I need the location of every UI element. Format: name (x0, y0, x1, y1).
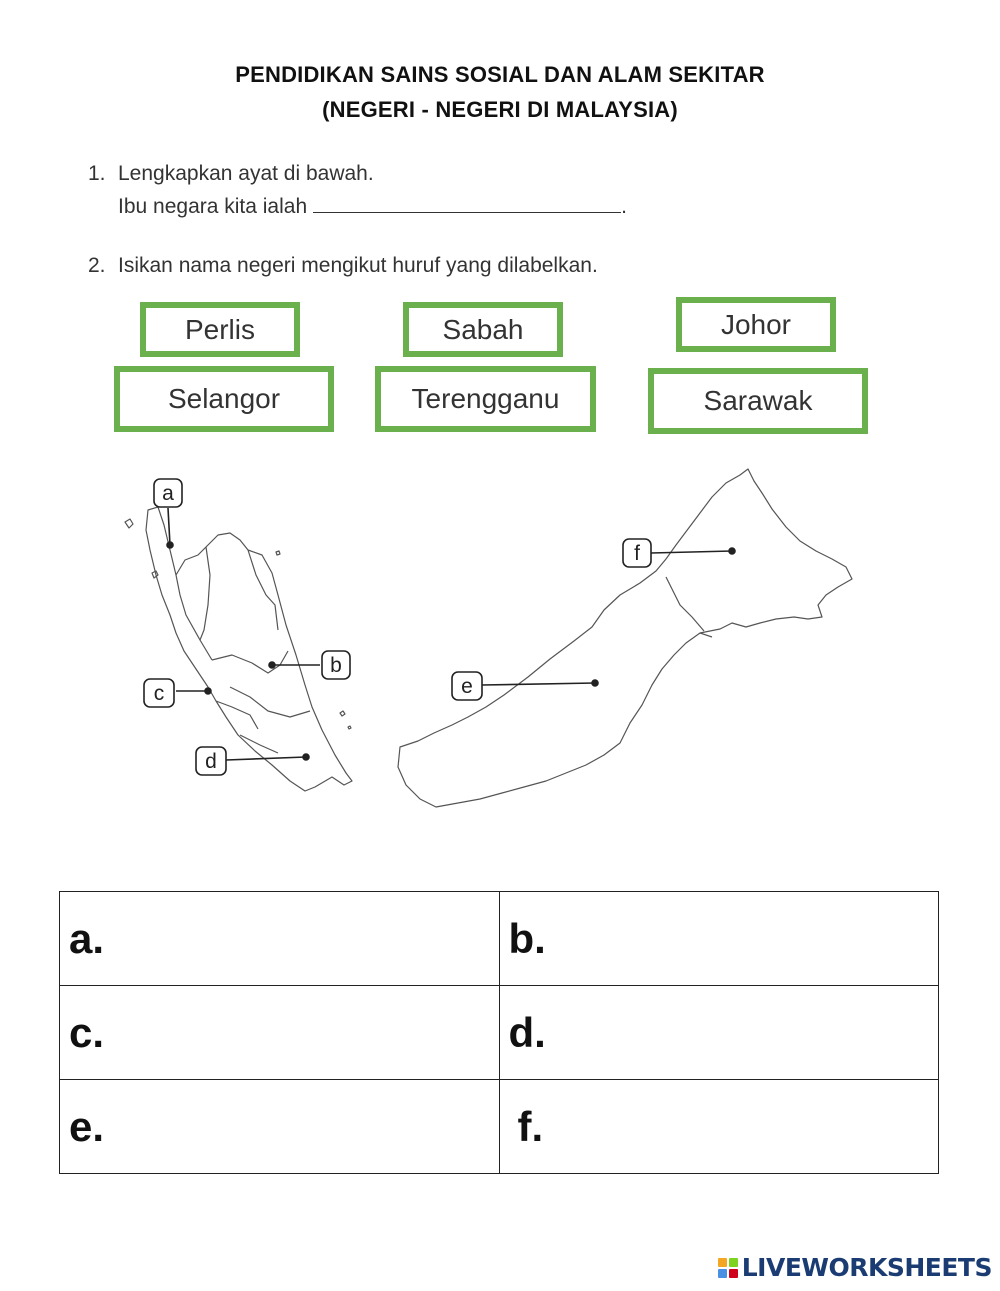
word-box-selangor[interactable]: Selangor (114, 366, 334, 432)
word-box-terengganu[interactable]: Terengganu (375, 366, 596, 432)
svg-text:d: d (205, 750, 217, 773)
answer-label-c: c. (69, 1008, 105, 1056)
liveworksheets-logo-icon (718, 1258, 738, 1278)
peninsular-malaysia-outline (146, 507, 352, 791)
map-label-b (322, 651, 350, 679)
word-box-sarawak[interactable]: Sarawak (648, 368, 868, 434)
question-1-subtext: Ibu negara kita ialah (118, 195, 308, 218)
svg-text:a: a (162, 482, 174, 505)
answer-input-a[interactable] (121, 908, 499, 970)
map-label-c (144, 679, 174, 707)
borneo-malaysia-outline (398, 469, 852, 807)
table-row (60, 1080, 939, 1174)
answer-cell-a (60, 892, 500, 986)
question-2-number: 2. (88, 254, 106, 277)
word-box-sabah[interactable]: Sabah (403, 302, 563, 357)
answer-table (59, 891, 939, 1174)
answer-input-b[interactable] (561, 908, 939, 970)
word-box-johor[interactable]: Johor (676, 297, 836, 352)
answer-input-d[interactable] (561, 1002, 939, 1064)
worksheet-title: PENDIDIKAN SAINS SOSIAL DAN ALAM SEKITAR (235, 62, 765, 87)
liveworksheets-brand (718, 1253, 992, 1282)
answer-label-a: a. (69, 914, 105, 962)
map-label-f (623, 539, 651, 567)
question-1-sentence (118, 194, 627, 219)
answer-label-f: f. (517, 1102, 544, 1150)
answer-cell-f (499, 1080, 939, 1174)
question-1 (88, 162, 374, 186)
map-label-e (452, 672, 482, 700)
svg-text:e: e (461, 675, 473, 698)
answer-label-d: d. (508, 1008, 546, 1056)
svg-text:f: f (634, 542, 640, 565)
answer-input-c[interactable] (121, 1002, 499, 1064)
map-label-a (154, 479, 182, 507)
answer-cell-e (60, 1080, 500, 1174)
question-2-text: Isikan nama negeri mengikut huruf yang dilabelkan. (118, 254, 598, 277)
answer-label-e: e. (69, 1102, 105, 1150)
answer-cell-b (499, 892, 939, 986)
table-row (60, 986, 939, 1080)
worksheet-subtitle: (NEGERI - NEGERI DI MALAYSIA) (322, 97, 678, 122)
map-label-d (196, 747, 226, 775)
svg-text:c: c (153, 682, 165, 705)
question-2 (88, 254, 598, 278)
question-1-text: Lengkapkan ayat di bawah. (118, 162, 374, 185)
word-box-perlis[interactable]: Perlis (140, 302, 300, 357)
answer-cell-c (60, 986, 500, 1080)
brand-text: LIVEWORKSHEETS (741, 1253, 992, 1282)
answer-cell-d (499, 986, 939, 1080)
question-1-number: 1. (88, 162, 106, 185)
capital-answer-blank[interactable] (313, 194, 621, 213)
question-1-end: . (621, 195, 627, 218)
answer-input-f[interactable] (570, 1096, 939, 1158)
table-row (60, 892, 939, 986)
svg-text:b: b (330, 654, 342, 677)
answer-label-b: b. (508, 914, 546, 962)
answer-input-e[interactable] (121, 1096, 499, 1158)
malaysia-map (100, 455, 880, 835)
